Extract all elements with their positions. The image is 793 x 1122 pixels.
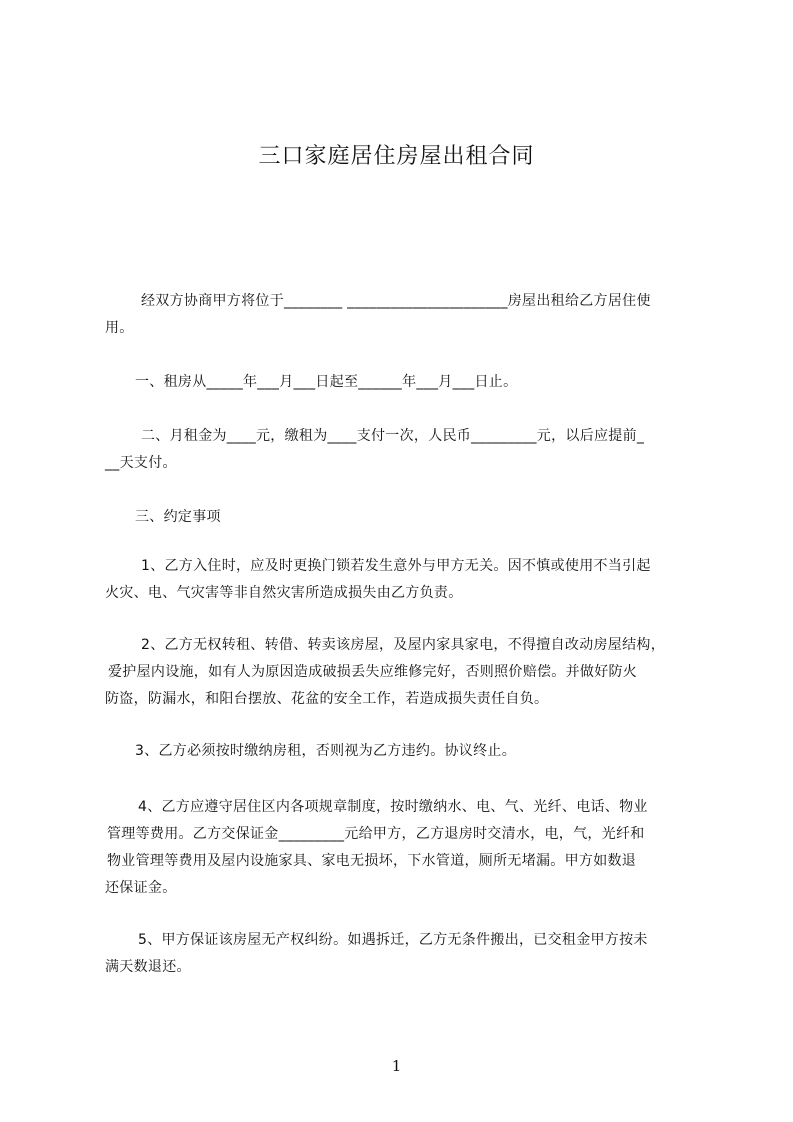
item-5-line: 满天数退还。 [105,959,191,975]
clause-3-heading: 三、约定事项 [135,509,221,525]
item-1-line: 1、乙方入住时，应及时更换门锁若发生意外与甲方无关。因不慎或使用不当引起 [141,558,651,574]
page-number: 1 [391,1057,402,1075]
item-3-line: 3、乙方必须按时缴纳房租，否则视为乙方违约。协议终止。 [135,743,517,759]
item-4-line: 物业管理等费用及屋内设施家具、家电无损坏，下水管道，厕所无堵漏。甲方如数退 [107,853,637,869]
intro-line: 经双方协商甲方将位于________ ______________________房屋出租给乙方居住使 [141,293,651,309]
item-4-line: 管理等费用。乙方交保证金_________元给甲方，乙方退房时交清水，电，气，光纤和 [107,826,645,842]
item-4-line: 还保证金。 [105,880,177,896]
clause-1-line: 一、租房从_____年___月___日起至______年___月___日止。 [135,374,518,390]
item-1-line: 火灾、电、气灾害等非自然灾害所造成损失由乙方负责。 [105,585,463,601]
item-5-line: 5、甲方保证该房屋无产权纠纷。如遇拆迁，乙方无条件搬出，已交租金甲方按未 [138,932,648,948]
clause-2-line: __天支付。 [105,455,177,471]
item-4-line: 4、乙方应遵守居住区内各项规章制度，按时缴纳水、电、气、光纤、电话、物业 [138,799,648,815]
item-2-line: 防盗，防漏水，和阳台摆放、花盆的安全工作，若造成损失责任自负。 [105,691,549,707]
document-title: 三口家庭居住房屋出租合同 [258,144,535,169]
intro-line: 用。 [105,320,134,336]
item-2-line: 爱护屋内设施，如有人为原因造成破损丢失应维修完好，否则照价赔偿。并做好防火 [108,664,638,680]
clause-2-line: 二、月租金为____元，缴租为____支付一次，人民币_________元，以后应提前_ [141,428,645,444]
item-2-line: 2、乙方无权转租、转借、转卖该房屋，及屋内家具家电，不得擅自改动房屋结构， [141,637,666,653]
